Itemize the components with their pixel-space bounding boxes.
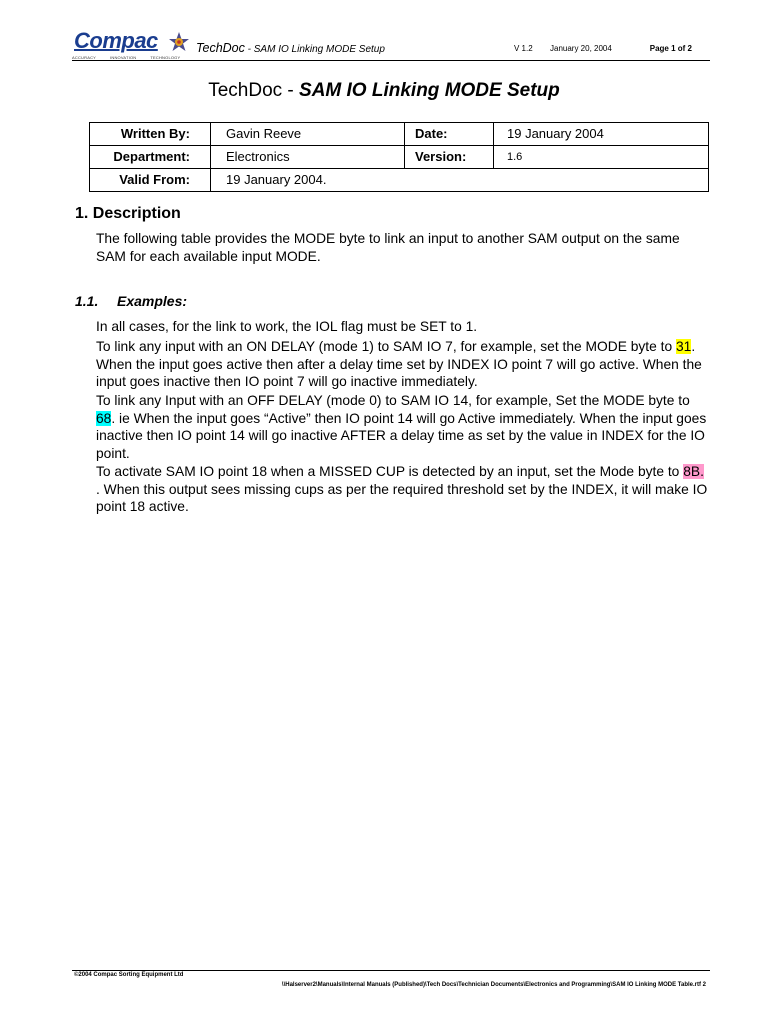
footer-file-path: \\Halserver2\Manuals\Internal Manuals (Published)\Tech Docs\Technician Documents\Electronics and Programming\SAM IO Linking MODE Table.rtf 2: [281, 982, 706, 988]
document-title-subject: SAM IO Linking MODE Setup: [299, 80, 560, 101]
section-heading-description: 1. Description: [75, 205, 181, 222]
example-text: . When the input goes active then after a delay time set by INDEX IO point 7 will go active. When the input goes inactive then IO point 7 will go inactive immediately.: [96, 339, 702, 389]
example-text: . ie When the input goes “Active” then IO point 14 will go Active immediately. When the input goes inactive then IO point 14 will go inactive AFTER a delay time as set by the value in INDEX for the IO point.: [96, 410, 707, 461]
header-title: [196, 41, 385, 57]
example-text: To link any input with an ON DELAY (mode 1) to SAM IO 7, for example, set the MODE byte to: [96, 339, 676, 354]
example-missed-cup: [96, 463, 708, 516]
written-by-value: Gavin Reeve: [211, 123, 405, 146]
emblem-icon: [168, 31, 190, 53]
example-text: To activate SAM IO point 18 when a MISSED CUP is detected by an input, set the Mode byte to: [96, 464, 684, 479]
footer-copyright: ©2004 Compac Sorting Equipment Ltd: [74, 972, 184, 978]
iol-flag-note: In all cases, for the link to work, the IOL flag must be SET to 1.: [96, 319, 478, 334]
header-version: V 1.2: [514, 44, 533, 53]
table-row: [90, 169, 709, 192]
header-page-number: Page 1 of 2: [649, 44, 692, 53]
version-value: 1.6: [494, 146, 709, 169]
footer-divider: [72, 970, 710, 971]
mode-byte-value: 68: [96, 410, 112, 426]
date-value: 19 January 2004: [494, 123, 709, 146]
mode-byte-value: 8B.: [683, 464, 704, 479]
valid-from-value: 19 January 2004.: [211, 169, 709, 192]
written-by-label: Written By:: [90, 123, 211, 146]
version-label: Version:: [405, 146, 494, 169]
header-title-techdoc: TechDoc: [196, 41, 245, 55]
valid-from-label: Valid From:: [90, 169, 211, 192]
logo-tagline-technology: TECHNOLOGY: [150, 55, 181, 60]
table-row: [90, 123, 709, 146]
table-row: [90, 146, 709, 169]
example-on-delay: [96, 338, 708, 391]
date-label: Date:: [405, 123, 494, 146]
compac-logo: [72, 28, 181, 60]
mode-byte-value: 31: [675, 339, 692, 354]
example-text: . When this output sees missing cups as per the required threshold set by the INDEX, it will make IO point 18 active.: [96, 481, 708, 514]
header-date: January 20, 2004: [550, 44, 612, 53]
description-paragraph: The following table provides the MODE byte to link an input to another SAM output on the same SAM for each available input MODE.: [96, 231, 680, 264]
section-title: Examples:: [117, 293, 188, 309]
document-info-table: [89, 122, 709, 192]
example-off-delay: [96, 392, 708, 462]
department-label: Department:: [90, 146, 211, 169]
header-title-subject: - SAM IO Linking MODE Setup: [244, 44, 385, 55]
page-header: [72, 28, 710, 61]
department-value: Electronics: [211, 146, 405, 169]
logo-tagline-innovation: INNOVATION: [110, 55, 137, 60]
logo-wordmark: Compac: [74, 28, 158, 53]
section-heading-examples: [75, 293, 187, 310]
example-text: To link any Input with an OFF DELAY (mode 0) to SAM IO 14, for example, Set the MODE byte to: [96, 393, 690, 408]
document-title-prefix: TechDoc -: [208, 80, 300, 101]
document-title: [0, 80, 768, 102]
section-number: 1.1.: [75, 293, 99, 309]
logo-tagline-accuracy: ACCURACY: [72, 55, 97, 60]
logo-tagline: [72, 55, 180, 60]
